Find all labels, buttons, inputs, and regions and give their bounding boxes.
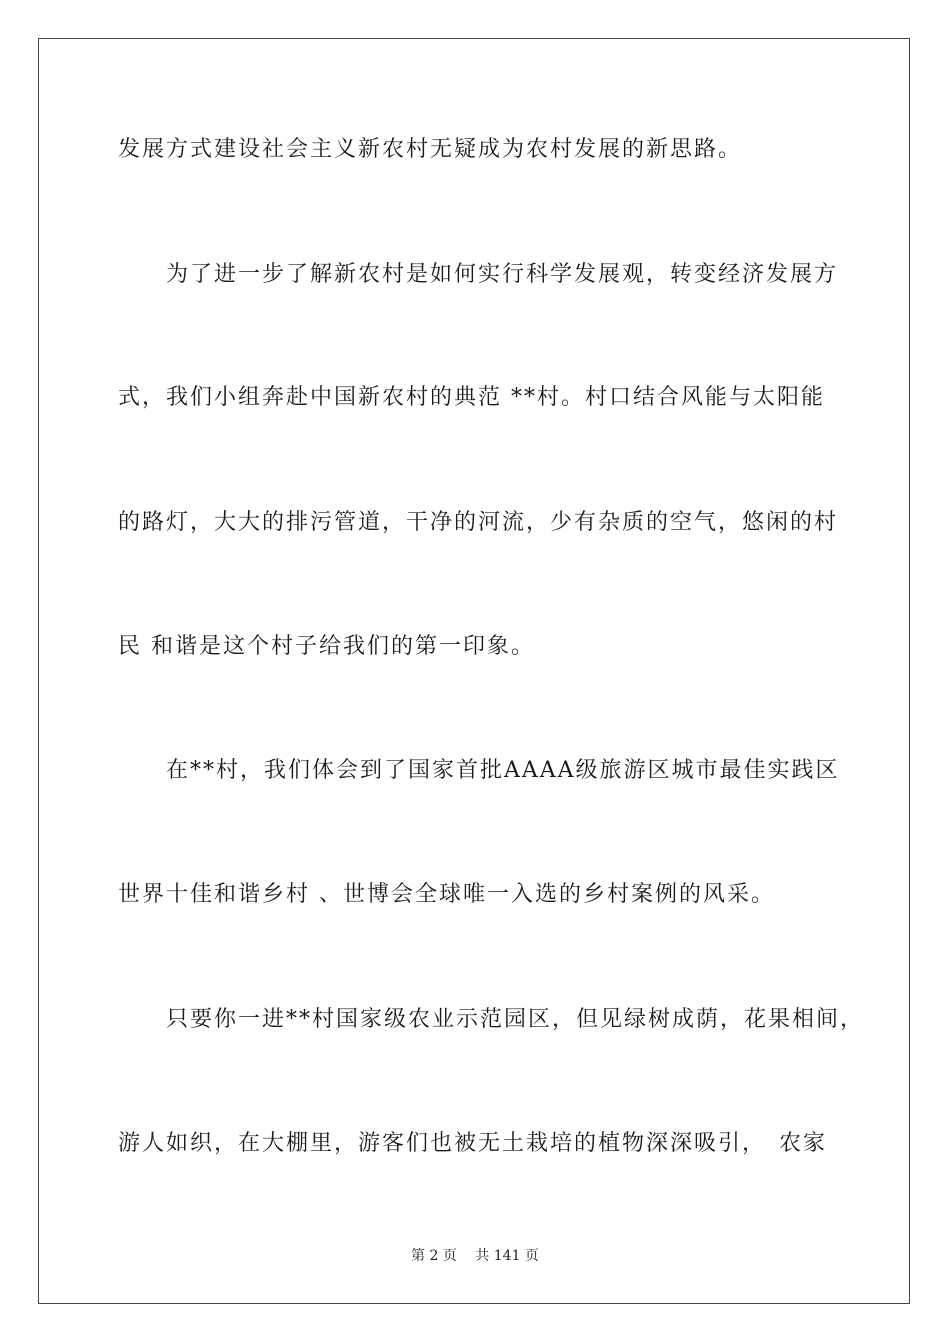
text-line: 在**村，我们体会到了国家首批AAAA级旅游区城市最佳实践区 [118,758,840,783]
text-line: 的路灯，大大的排污管道，干净的河流，少有杂质的空气，悠闲的村 [118,510,839,535]
text-line: 式，我们小组奔赴中国新农村的典范 **村。村口结合风能与太阳能 [118,385,825,410]
text-line: 为了进一步了解新农村是如何实行科学发展观，转变经济发展方 [118,262,839,287]
text-line: 发展方式建设社会主义新农村无疑成为农村发展的新思路。 [118,137,743,162]
page-number: 第 2 页 共 141 页 [411,1248,539,1264]
text-line: 游人如织，在大棚里，游客们也被无土栽培的植物深深吸引， 农家 [118,1131,828,1156]
text-line: 只要你一进**村国家级农业示范园区，但见绿树成荫，花果相间， [118,1007,865,1032]
text-line: 世界十佳和谐乡村 、世博会全球唯一入选的乡村案例的风采。 [118,882,775,907]
text-line: 民 和谐是这个村子给我们的第一印象。 [118,634,535,659]
page-frame [38,38,910,1304]
